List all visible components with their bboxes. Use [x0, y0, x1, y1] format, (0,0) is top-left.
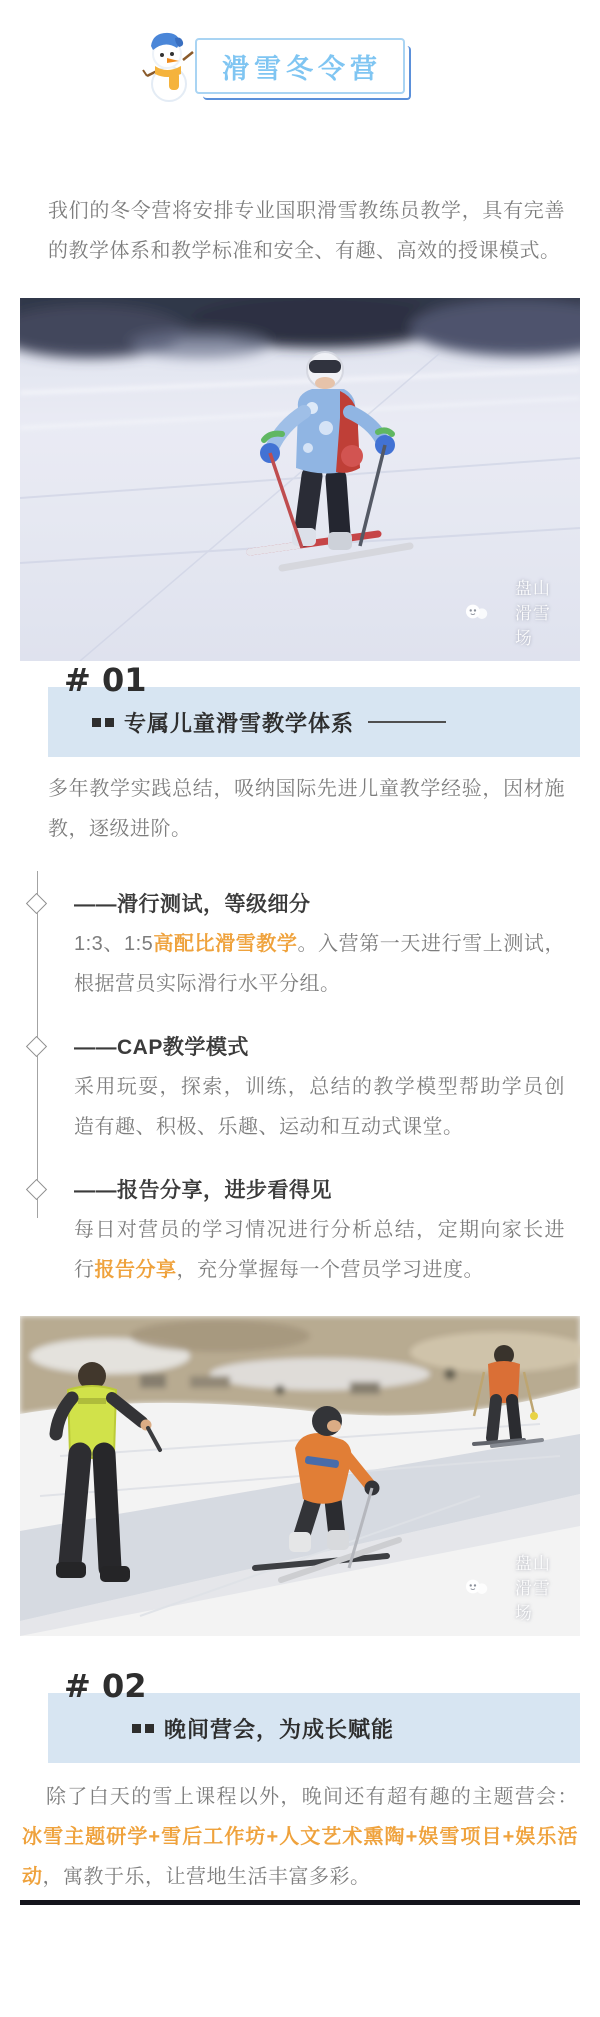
section-01 — [0, 661, 600, 757]
double-square-icon — [132, 1724, 154, 1733]
item-heading: ——报告分享，进步看得见 — [74, 1179, 332, 1202]
photo-ski-lesson[interactable] — [20, 1316, 580, 1636]
section-title: 晚间营会，为成长赋能 — [164, 1716, 395, 1742]
section-title: 专属儿童滑雪教学体系 — [124, 710, 355, 736]
outro-paragraph: 除了白天的雪上课程以外，晚间还有超有趣的主题营会：冰雪主题研学+雪后工作坊+人文艺术熏陶+娱雪项目+娱乐活动，寓教于乐，让营地生活丰富多彩。 — [22, 1786, 578, 1888]
item-heading: ——CAP教学模式 — [74, 1036, 249, 1059]
wechat-channels-icon — [445, 603, 510, 620]
watermark-label: 盘山滑雪场 — [514, 1554, 551, 1623]
section-02 — [0, 1667, 600, 1763]
diamond-bullet-icon — [26, 1179, 47, 1200]
diamond-bullet-icon — [26, 893, 47, 914]
double-square-icon — [92, 718, 114, 727]
heading-rule — [368, 721, 446, 723]
item-heading: ——滑行测试，等级细分 — [74, 893, 311, 916]
photo-watermark — [445, 574, 564, 649]
header-badge — [195, 38, 405, 94]
diamond-bullet-icon — [26, 1036, 47, 1057]
header — [0, 0, 600, 115]
timeline — [28, 875, 565, 1290]
photo-watermark — [445, 1549, 564, 1624]
watermark-label: 盘山滑雪场 — [514, 579, 551, 648]
next-image-peek — [20, 1900, 580, 1905]
item-body: 每日对营员的学习情况进行分析总结，定期向家长进行报告分享，充分掌握每一个营员学习进度。 — [74, 1219, 565, 1281]
photo-ski-child[interactable] — [20, 298, 580, 661]
wechat-channels-icon — [445, 1578, 510, 1595]
timeline-item — [28, 1034, 565, 1147]
snowman-icon — [139, 24, 201, 106]
section-lead-paragraph: 多年教学实践总结，吸纳国际先进儿童教学经验，因材施教，逐级进阶。 — [48, 778, 565, 840]
timeline-item — [28, 1177, 565, 1290]
item-body: 1:3、1:5高配比滑雪教学。入营第一天进行雪上测试，根据营员实际滑行水平分组。 — [74, 933, 565, 995]
section-number: # 01 — [64, 661, 147, 699]
badge-title: 滑雪冬令营 — [222, 53, 382, 84]
section-number: # 02 — [64, 1667, 147, 1705]
timeline-item — [28, 891, 565, 1004]
intro-paragraph: 我们的冬令营将安排专业国职滑雪教练员教学，具有完善的教学体系和教学标准和安全、有趣、高效的授课模式。 — [48, 200, 565, 262]
item-body: 采用玩耍，探索，训练，总结的教学模型帮助学员创造有趣、积极、乐趣、运动和互动式课堂。 — [74, 1076, 565, 1138]
